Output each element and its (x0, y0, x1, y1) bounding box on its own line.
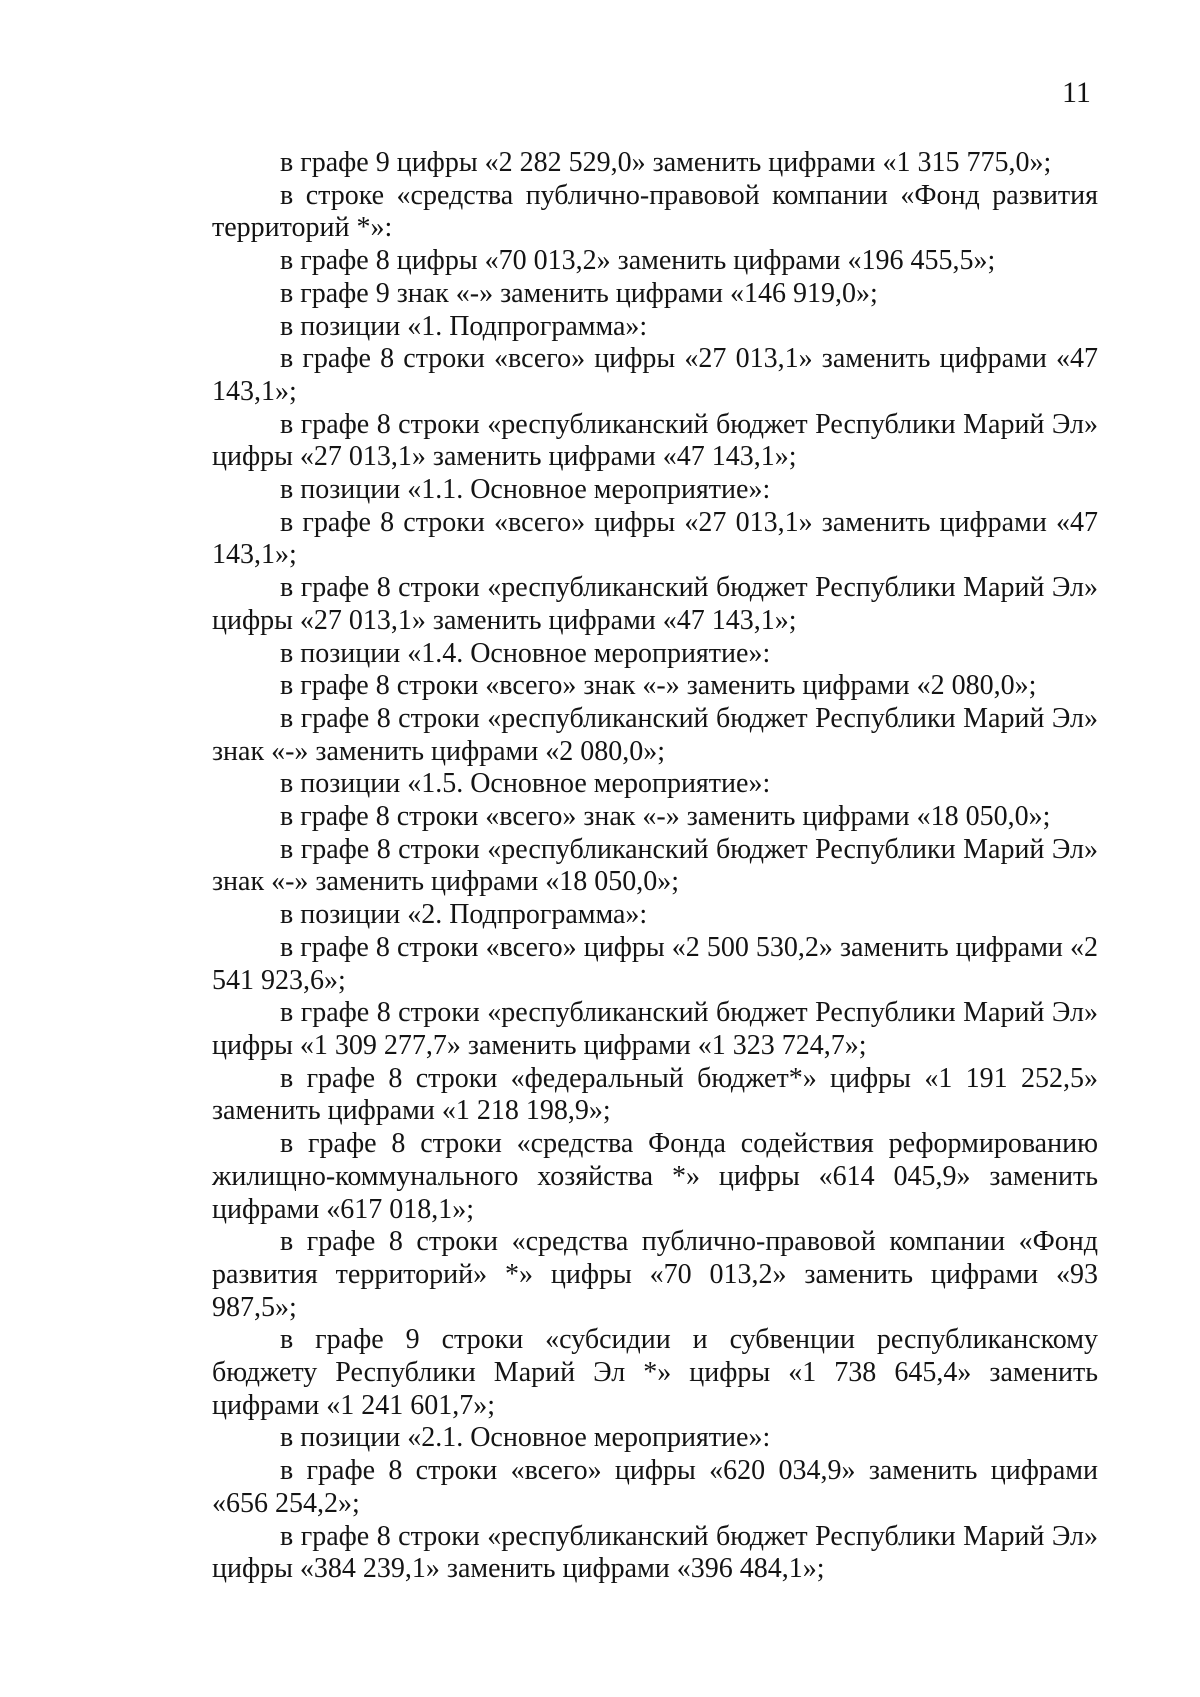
paragraph: в графе 8 строки «республиканский бюджет Республики Марий Эл» цифры «27 013,1» заменить цифрами «47 143,1»; (212, 572, 1098, 636)
paragraph: в позиции «2. Подпрограмма»: (280, 899, 648, 931)
paragraph: в графе 8 строки «федеральный бюджет*» цифры «1 191 252,5» заменить цифрами «1 218 198,9»; (212, 1062, 1098, 1127)
document-body (212, 147, 1098, 1586)
paragraph: в графе 8 цифры «70 013,2» заменить цифрами «196 455,5»; (280, 245, 996, 277)
page-number: 11 (1062, 76, 1091, 109)
paragraph: в графе 8 строки «республиканский бюджет Республики Марий Эл» цифры «1 309 277,7» заменить цифрами «1 323 724,7»; (212, 997, 1098, 1061)
paragraph: в графе 9 знак «-» заменить цифрами «146 919,0»; (280, 277, 878, 309)
paragraph: в графе 8 строки «всего» цифры «27 013,1» заменить цифрами «47 143,1»; (212, 506, 1098, 571)
paragraph: в графе 8 строки «средства публично-правовой компании «Фонд развития территорий» *» цифры «70 013,2» заменить цифрами «93 987,5»; (212, 1226, 1098, 1323)
paragraph: в графе 9 цифры «2 282 529,0» заменить цифрами «1 315 775,0»; (280, 147, 1052, 178)
paragraph: в графе 9 строки «субсидии и субвенции республиканскому бюджету Республики Марий Эл *» цифры «1 738 645,4» заменить цифрами «1 241 601,7»; (212, 1324, 1098, 1421)
paragraph: в графе 8 строки «всего» цифры «2 500 530,2» заменить цифрами «2 541 923,6»; (212, 931, 1098, 996)
paragraph: в позиции «2.1. Основное мероприятие»: (280, 1422, 771, 1454)
paragraph: в графе 8 строки «республиканский бюджет Республики Марий Эл» знак «-» заменить цифрами «2 080,0»; (212, 702, 1098, 767)
paragraph: в строке «средства публично-правовой компании «Фонд развития территорий *»: (212, 179, 1098, 244)
paragraph: в графе 8 строки «всего» цифры «27 013,1» заменить цифрами «47 143,1»; (212, 343, 1098, 407)
paragraph: в позиции «1. Подпрограмма»: (280, 310, 648, 342)
paragraph: в позиции «1.1. Основное мероприятие»: (280, 474, 771, 506)
paragraph: в графе 8 строки «всего» цифры «620 034,9» заменить цифрами «656 254,2»; (212, 1455, 1098, 1519)
paragraph: в графе 8 строки «средства Фонда содействия реформированию жилищно-коммунального хозяйства *» цифры «614 045,9» заменить цифрами «617 018,1»; (212, 1128, 1098, 1225)
paragraph: в графе 8 строки «республиканский бюджет Республики Марий Эл» цифры «27 013,1» заменить цифрами «47 143,1»; (212, 408, 1098, 473)
paragraph: в графе 8 строки «всего» знак «-» заменить цифрами «2 080,0»; (280, 670, 1037, 702)
paragraph: в позиции «1.5. Основное мероприятие»: (280, 768, 771, 800)
paragraph: в графе 8 строки «республиканский бюджет Республики Марий Эл» цифры «384 239,1» заменить цифрами «396 484,1»; (212, 1520, 1098, 1585)
paragraph: в графе 8 строки «всего» знак «-» заменить цифрами «18 050,0»; (280, 801, 1051, 833)
paragraph: в графе 8 строки «республиканский бюджет Республики Марий Эл» знак «-» заменить цифрами «18 050,0»; (212, 833, 1098, 898)
paragraph: в позиции «1.4. Основное мероприятие»: (280, 637, 771, 669)
